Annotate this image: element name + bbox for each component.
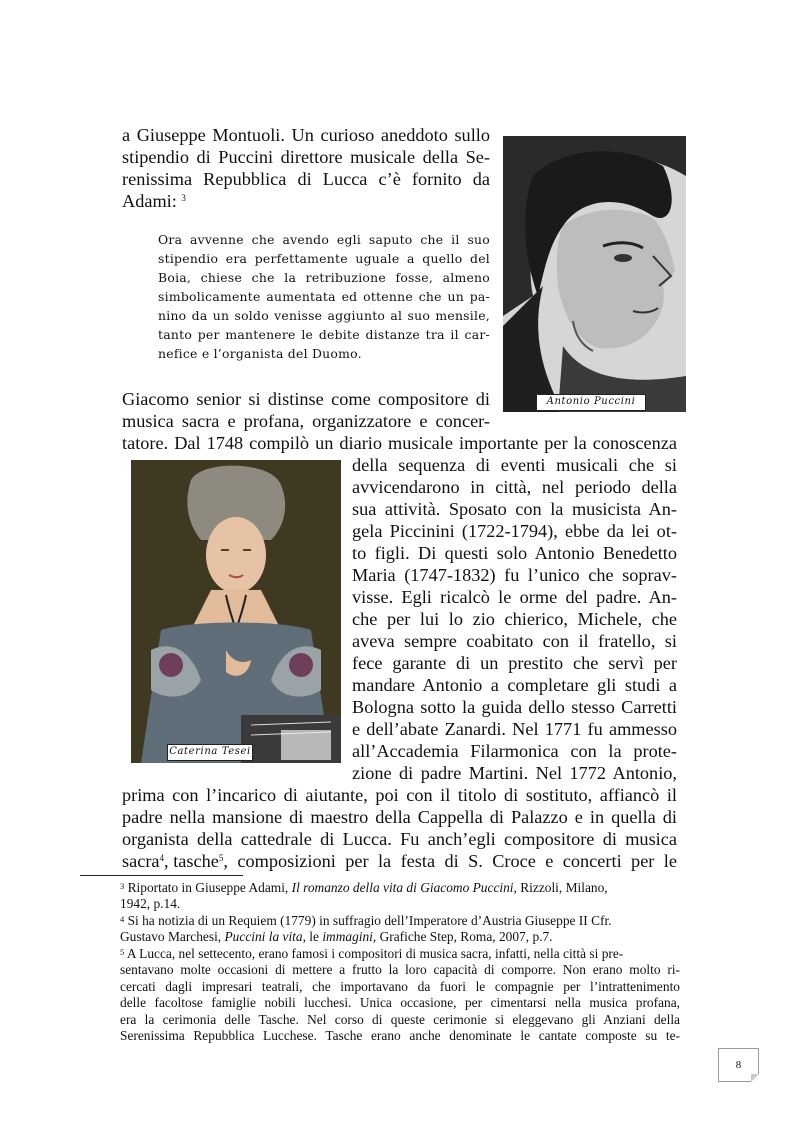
body-line: renissima Repubblica di Lucca c’è fornito da (122, 169, 490, 189)
footnote-4: $^4$ Si ha notizia di un Requiem (1779) in suffragio dell’Imperatore d’Austria Giuseppe II Cfr. (120, 913, 612, 928)
body-line: stipendio di Puccini direttore musicale della Se- (122, 147, 490, 167)
antonio-puccini-portrait (503, 136, 686, 412)
footnote-ref-4[interactable]: 4 (159, 853, 165, 863)
body-line: zione di padre Martini. Nel 1772 Antonio, (352, 763, 677, 783)
body-text: , composizioni per la festa di S. Croce e concerti per le (223, 851, 677, 871)
page-fold-icon (751, 1074, 759, 1082)
quote-line: simbolicamente aumentata ed ottenne che un pa- (158, 289, 490, 304)
page-number-text: 8 (735, 1059, 742, 1071)
portrait-painting-icon (131, 460, 341, 763)
body-line: aveva sempre coabitato con il fratello, si (352, 631, 677, 651)
footnote-ref-3[interactable]: 3 (181, 193, 186, 203)
body-line: all’Accademia Filarmonica con la prote- (352, 741, 677, 761)
body-line: tatore. Dal 1748 compilò un diario musicale importante per la conoscenza (122, 433, 677, 453)
quote-line: stipendio era perfettamente uguale a quello del (158, 251, 490, 266)
footnote-3: $^3$ Riportato in Giuseppe Adami, Il romanzo della vita di Giacomo Puccini, Rizzoli, Milano, (120, 880, 608, 895)
quote-line: nefice e l’organista del Duomo. (158, 346, 362, 361)
quote-line: Ora avvenne che avendo egli saputo che il suo (158, 232, 490, 247)
footnote-5-cont: era la cerimonia delle Tasche. Nel corso di queste cerimonie si eleggevano gli Anziani della (120, 1012, 680, 1027)
body-line: avvicendarono in città, nel periodo della (352, 477, 677, 497)
body-line: prima con l’incarico di aiutante, poi con il titolo di sostituto, affiancò il (122, 785, 677, 805)
body-line: to figli. Di questi solo Antonio Benedetto (352, 543, 677, 563)
footnote-separator (80, 875, 243, 876)
body-line: Giacomo senior si distinse come compositore di (122, 389, 490, 409)
body-line: Bologna sotto la guida dello stesso Carretti (352, 697, 677, 717)
quote-line: tanto per mantenere le debite distanze tra il car- (158, 327, 490, 342)
body-line: musica sacra e profana, organizzatore e concer- (122, 411, 490, 431)
body-text: Adami: (122, 191, 177, 211)
footnote-3-cont: 1942, p.14. (120, 896, 181, 911)
portrait-sketch-icon (503, 136, 686, 412)
body-text: sacra$^4$, tasche$^5$ (122, 851, 224, 871)
body-line: e dell’abate Zanardi. Nel 1771 fu ammesso (352, 719, 677, 739)
footnote-5-cont: Serenissima Repubblica Lucchese. Tasche erano anche denominate le cantate composte su te- (120, 1028, 680, 1043)
page-number (718, 1048, 759, 1082)
body-line: fece garante di un prestito che servì per (352, 653, 677, 673)
body-line: che per lui lo zio chierico, Michele, che (352, 609, 677, 629)
quote-line: nino da un soldo venisse aggiunto al suo mensile, (158, 308, 490, 323)
footnote-ref-5[interactable]: 5 (218, 853, 224, 863)
antonio-puccini-caption: Antonio Puccini (536, 394, 646, 411)
body-line: organista della cattedrale di Lucca. Fu anch’egli compositore di musica (122, 829, 677, 849)
body-line: mandare Antonio a completare gli studi a (352, 675, 677, 695)
body-line: visse. Egli ricalcò le orme del padre. An- (352, 587, 677, 607)
footnote-5: $^5$ A Lucca, nel settecento, erano famosi i compositori di musica sacra, infatti, nella città si pre- (120, 946, 624, 961)
body-line: sua attività. Sposato con la musicista An- (352, 499, 677, 519)
caterina-tesei-portrait (131, 460, 341, 763)
body-line (122, 850, 677, 872)
body-line: gela Piccinini (1722-1794), ebbe da lei ot- (352, 521, 677, 541)
caterina-tesei-caption: Caterina Tesei (167, 744, 253, 761)
quote-line: Boia, chiese che la retribuzione fosse, almeno (158, 270, 490, 285)
body-line: a Giuseppe Montuoli. Un curioso aneddoto sullo (122, 125, 490, 145)
body-line (122, 190, 186, 212)
body-line: Maria (1747-1832) fu l’unico che soprav- (352, 565, 677, 585)
footnote-4-cont: Gustavo Marchesi, Puccini la vita, le immagini, Grafiche Step, Roma, 2007, p.7. (120, 929, 553, 944)
footnote-5-cont: delle facoltose famiglie nobili lucchesi. Unica occasione, per cimentarsi nella musica profana, (120, 995, 680, 1010)
footnote-5-cont: cercati dagli impresari teatrali, che importavano da fuori le compagnie per l’intrattenimento (120, 979, 680, 994)
body-line: della sequenza di eventi musicali che si (352, 455, 677, 475)
body-line: padre nella mansione di maestro della Cappella di Palazzo e in quella di (122, 807, 677, 827)
footnote-5-cont: sentavano molte occasioni di mettere a frutto la loro capacità di comporre. Non erano molto ri- (120, 962, 680, 977)
